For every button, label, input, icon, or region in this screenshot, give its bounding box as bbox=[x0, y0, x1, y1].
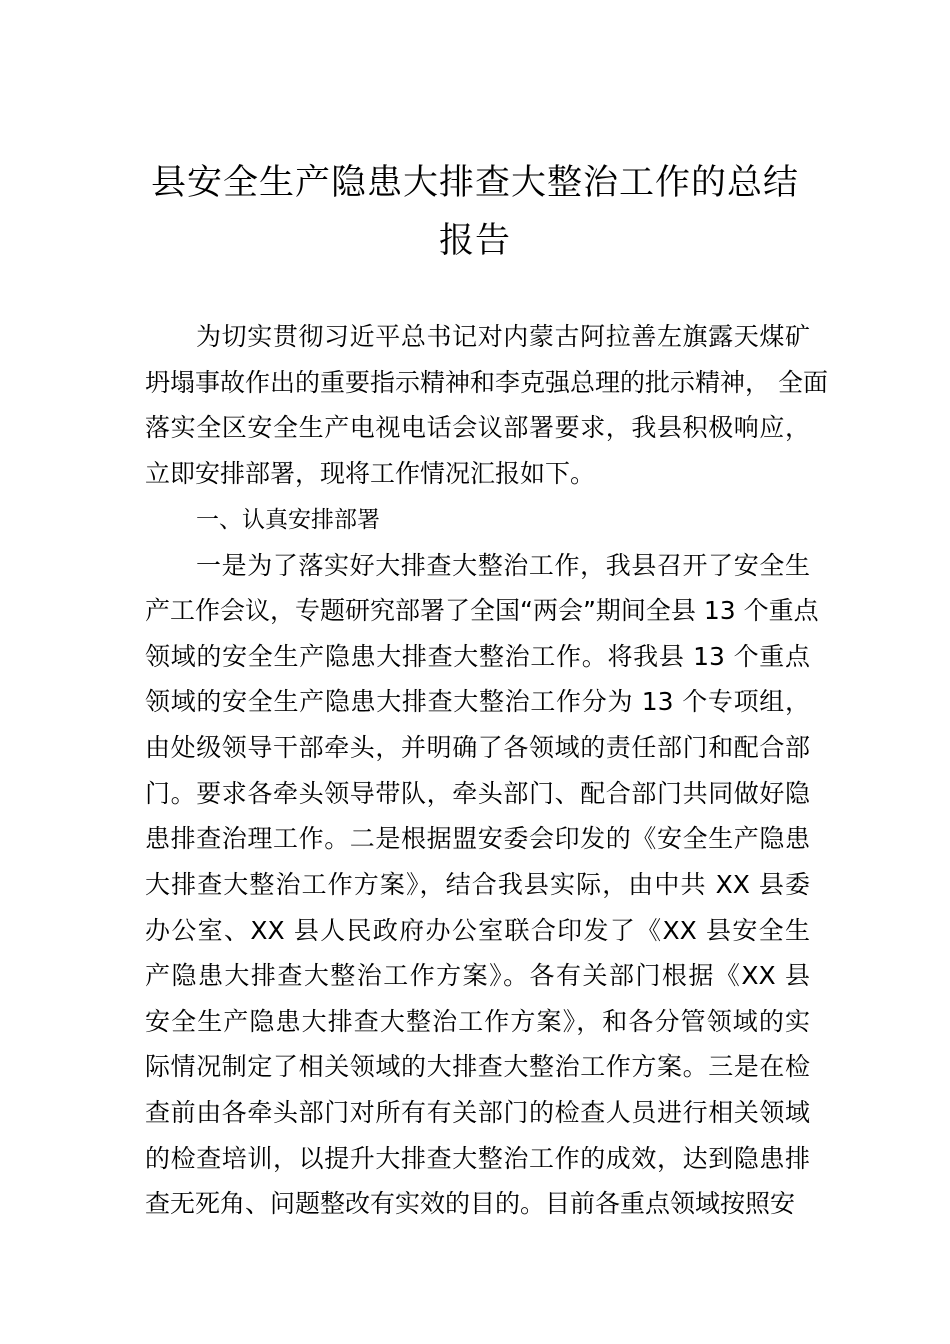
document-title-line-2: 报告 bbox=[438, 221, 511, 261]
section-paragraph-line-1: 一是为了落实好大排查大整治工作，我县召开了安全生 bbox=[196, 551, 810, 580]
intro-paragraph-line-4: 立即安排部署，现将工作情况汇报如下。 bbox=[145, 459, 596, 488]
section-paragraph-line-2: 产工作会议，专题研究部署了全国“两会”期间全县 13 个重点 bbox=[145, 596, 819, 625]
section-heading: 一、认真安排部署 bbox=[196, 507, 380, 533]
section-paragraph-line-15: 查无死角、问题整改有实效的目的。目前各重点领域按照安 bbox=[145, 1189, 796, 1218]
section-paragraph-line-6: 门。要求各牵头领导带队，牵头部门、配合部门共同做好隐 bbox=[145, 779, 810, 808]
section-paragraph-line-13: 查前由各牵头部门对所有有关部门的检查人员进行相关领域 bbox=[145, 1098, 810, 1127]
section-paragraph-line-7: 患排查治理工作。二是根据盟安委会印发的《安全生产隐患 bbox=[145, 824, 810, 853]
section-paragraph-line-3: 领域的安全生产隐患大排查大整治工作。将我县 13 个重点 bbox=[145, 642, 810, 671]
section-paragraph-line-12: 际情况制定了相关领域的大排查大整治工作方案。三是在检 bbox=[145, 1052, 810, 1081]
section-paragraph-line-4: 领域的安全生产隐患大排查大整治工作分为 13 个专项组， bbox=[145, 687, 810, 716]
intro-paragraph-line-3: 落实全区安全生产电视电话会议部署要求，我县积极响应， bbox=[145, 413, 810, 442]
section-paragraph-line-8: 大排查大整治工作方案》，结合我县实际，由中共 XX 县委 bbox=[145, 870, 810, 899]
document-title-line-1: 县安全生产隐患大排查大整治工作的总结 bbox=[150, 163, 799, 203]
section-paragraph-line-5: 由处级领导干部牵头，并明确了各领域的责任部门和配合部 bbox=[145, 733, 810, 762]
section-paragraph-line-11: 安全生产隐患大排查大整治工作方案》，和各分管领域的实 bbox=[145, 1007, 810, 1036]
section-paragraph-line-10: 产隐患大排查大整治工作方案》。各有关部门根据《XX 县 bbox=[145, 961, 810, 990]
section-paragraph-line-14: 的检查培训，以提升大排查大整治工作的成效，达到隐患排 bbox=[145, 1144, 810, 1173]
intro-paragraph-line-1: 为切实贯彻习近平总书记对内蒙古阿拉善左旗露天煤矿 bbox=[196, 322, 810, 351]
section-paragraph-line-9: 办公室、XX 县人民政府办公室联合印发了《XX 县安全生 bbox=[145, 916, 810, 945]
intro-paragraph-line-2: 坍塌事故作出的重要指示精神和李克强总理的批示精神， 全面 bbox=[145, 368, 828, 397]
